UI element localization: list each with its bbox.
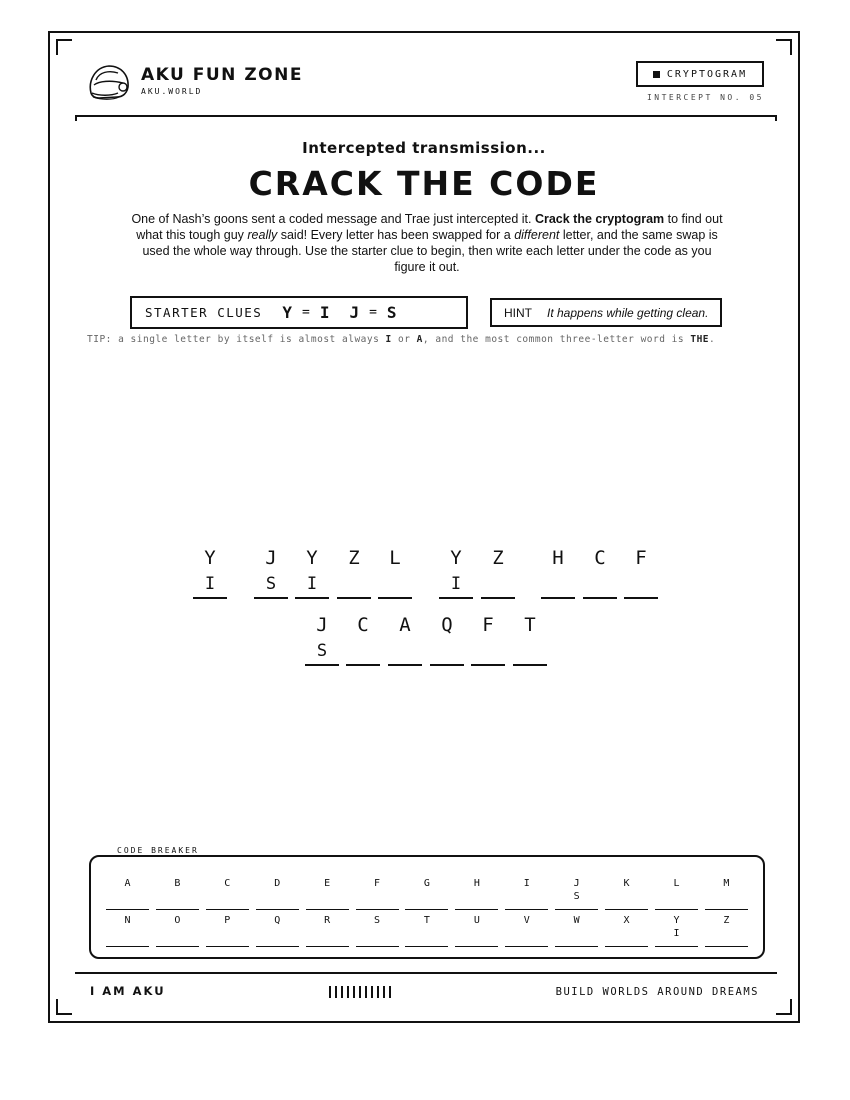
code-breaker-cell[interactable]: [605, 914, 648, 947]
cb-letter: Y: [673, 915, 680, 926]
footer-slogan: BUILD WORLDS AROUND DREAMS: [555, 986, 759, 998]
astronaut-helmet-icon: [87, 63, 131, 101]
encoded-letter: A: [399, 614, 411, 636]
code-breaker-cell[interactable]: [555, 877, 598, 910]
puzzle-cell[interactable]: [388, 612, 422, 666]
cb-letter: M: [723, 878, 730, 889]
puzzle-cell[interactable]: [346, 612, 380, 666]
encoded-letter: F: [635, 547, 647, 569]
puzzle-cell[interactable]: [193, 545, 227, 599]
encoded-letter: C: [357, 614, 369, 636]
cb-mapping[interactable]: [605, 890, 648, 903]
cb-mapping[interactable]: [156, 890, 199, 903]
puzzle-cell[interactable]: [513, 612, 547, 666]
puzzle-cell[interactable]: [337, 545, 371, 599]
barcode-icon: [329, 986, 391, 998]
cb-mapping[interactable]: [705, 927, 748, 940]
square-icon: [653, 71, 660, 78]
code-breaker-label: CODE BREAKER: [113, 846, 215, 855]
answer-slot[interactable]: [513, 638, 547, 666]
puzzle-cell[interactable]: [624, 545, 658, 599]
hint-box: [490, 298, 722, 327]
cb-mapping[interactable]: [256, 927, 299, 940]
brand-name: AKU FUN ZONE: [141, 65, 303, 85]
cb-mapping[interactable]: [605, 927, 648, 940]
cb-letter: W: [573, 915, 580, 926]
encoded-letter: F: [482, 614, 494, 636]
code-breaker-cell[interactable]: [356, 877, 399, 910]
code-breaker-cell[interactable]: [156, 877, 199, 910]
answer-slot[interactable]: [378, 571, 412, 599]
intro-text: said! Every letter has been swapped for a: [277, 228, 515, 242]
cb-mapping[interactable]: [156, 927, 199, 940]
cb-mapping[interactable]: [206, 890, 249, 903]
cb-letter: O: [174, 915, 181, 926]
cb-mapping[interactable]: [206, 927, 249, 940]
clue-equals: =: [369, 305, 377, 320]
answer-slot[interactable]: [583, 571, 617, 599]
puzzle-row: [50, 545, 802, 605]
cb-mapping[interactable]: [455, 927, 498, 940]
cb-letter: D: [274, 878, 281, 889]
tip-part: or: [391, 334, 417, 345]
code-breaker-cell[interactable]: [256, 877, 299, 910]
intro-emphasis: different: [514, 228, 560, 242]
code-breaker-cell[interactable]: [455, 914, 498, 947]
cb-letter: J: [573, 878, 580, 889]
code-breaker-cell[interactable]: [705, 877, 748, 910]
puzzle-cell[interactable]: [254, 545, 288, 599]
puzzle-cell[interactable]: [481, 545, 515, 599]
cb-mapping[interactable]: [356, 927, 399, 940]
code-breaker-cell[interactable]: [206, 914, 249, 947]
cb-letter: P: [224, 915, 231, 926]
cb-mapping[interactable]: I: [673, 928, 680, 939]
code-breaker-cell[interactable]: [256, 914, 299, 947]
encoded-letter: Z: [492, 547, 504, 569]
cb-letter: N: [124, 915, 131, 926]
cb-mapping[interactable]: [555, 927, 598, 940]
encoded-letter: Y: [306, 547, 318, 569]
code-breaker-cell[interactable]: [655, 877, 698, 910]
cb-mapping[interactable]: [505, 927, 548, 940]
cb-mapping[interactable]: [655, 890, 698, 903]
encoded-letter: J: [265, 547, 277, 569]
cb-letter: V: [523, 915, 530, 926]
cb-letter: F: [374, 878, 381, 889]
corner-mark: [56, 39, 72, 55]
answer-slot[interactable]: S: [305, 638, 339, 666]
intercept-number: INTERCEPT NO. 05: [646, 93, 764, 102]
answer-slot[interactable]: [388, 638, 422, 666]
tip-bold: I: [385, 334, 392, 345]
cb-mapping[interactable]: [106, 927, 149, 940]
puzzle-cell[interactable]: [583, 545, 617, 599]
intro-bold: Crack the cryptogram: [534, 212, 665, 226]
cb-mapping[interactable]: [705, 890, 748, 903]
puzzle-cell[interactable]: [541, 545, 575, 599]
cb-mapping[interactable]: [106, 890, 149, 903]
code-breaker-table: [89, 846, 765, 959]
answer-slot[interactable]: [541, 571, 575, 599]
puzzle-cell[interactable]: [378, 545, 412, 599]
puzzle-cell[interactable]: [471, 612, 505, 666]
tip-bold: THE: [690, 334, 710, 345]
starter-clues-label: STARTER CLUES: [145, 305, 263, 320]
starter-clue: [282, 303, 329, 322]
code-breaker-row: [106, 877, 748, 910]
answer-slot[interactable]: [430, 638, 464, 666]
answer-slot[interactable]: [481, 571, 515, 599]
cb-letter: I: [523, 878, 530, 889]
badge-label: CRYPTOGRAM: [666, 68, 748, 80]
answer-slot[interactable]: [471, 638, 505, 666]
cb-letter: X: [623, 915, 630, 926]
cb-letter: H: [473, 878, 480, 889]
code-breaker-cell[interactable]: [306, 877, 349, 910]
cb-mapping[interactable]: [356, 890, 399, 903]
clue-code: Y: [282, 303, 292, 322]
starter-clue: [349, 303, 396, 322]
code-breaker-cell[interactable]: [206, 877, 249, 910]
encoded-letter: Y: [204, 547, 216, 569]
hint-label: HINT: [504, 305, 532, 320]
cb-letter: Q: [274, 915, 281, 926]
header: [75, 61, 777, 117]
corner-mark: [776, 999, 792, 1015]
cb-letter: R: [324, 915, 331, 926]
answer-slot[interactable]: I: [295, 571, 329, 599]
cb-mapping[interactable]: [405, 927, 448, 940]
clue-equals: =: [301, 305, 310, 320]
encoded-letter: T: [524, 614, 536, 636]
page-title: CRACK THE CODE: [248, 164, 600, 203]
code-breaker-cell[interactable]: [156, 914, 199, 947]
cb-letter: A: [124, 878, 131, 889]
code-breaker-cell[interactable]: [605, 877, 648, 910]
brand-url: AKU.WORLD: [141, 87, 203, 96]
footer-tagline: I AM AKU: [90, 984, 166, 998]
cb-letter: S: [374, 915, 381, 926]
corner-mark: [776, 39, 792, 55]
clue-code: J: [349, 303, 360, 322]
code-breaker-cell[interactable]: [555, 914, 598, 947]
code-breaker-row: [106, 914, 748, 947]
starter-clues-box: [130, 296, 468, 329]
encoded-letter: H: [552, 547, 564, 569]
cb-mapping[interactable]: [455, 890, 498, 903]
intro-text: letter, and the same swap is used the whole way through. Use the starter clue to begin, then write each letter under the code as you figure it out.: [142, 228, 718, 274]
code-breaker-cell[interactable]: [405, 914, 448, 947]
cryptogram-badge: [636, 61, 764, 87]
encoded-letter: Y: [450, 547, 462, 569]
puzzle-cell[interactable]: [430, 612, 464, 666]
cb-mapping[interactable]: [306, 890, 349, 903]
cb-letter: C: [224, 878, 231, 889]
tip-part: .: [709, 334, 716, 345]
cb-letter: K: [623, 878, 630, 889]
answer-slot[interactable]: I: [439, 571, 473, 599]
corner-mark: [56, 999, 72, 1015]
cb-letter: L: [673, 878, 680, 889]
cb-letter: G: [423, 878, 430, 889]
code-breaker-cell[interactable]: [106, 914, 149, 947]
cb-letter: Z: [723, 915, 730, 926]
answer-slot[interactable]: S: [254, 571, 288, 599]
code-breaker-cell[interactable]: [405, 877, 448, 910]
puzzle-cell[interactable]: [439, 545, 473, 599]
footer-divider: [75, 972, 777, 974]
cb-letter: E: [324, 878, 331, 889]
cb-letter: B: [174, 878, 181, 889]
cb-mapping[interactable]: [405, 890, 448, 903]
tip-part: TIP: a single letter by itself is almost always: [87, 334, 386, 345]
tip-part: , and the most common three-letter word is: [422, 334, 691, 345]
code-breaker-cell[interactable]: [505, 877, 548, 910]
hint-text: It happens while getting clean.: [547, 305, 709, 320]
intro-text: One of Nash’s goons sent a coded message and Trae just intercepted it.: [131, 212, 535, 226]
puzzle-row: [50, 612, 802, 672]
clue-plain: S: [386, 303, 397, 322]
answer-slot[interactable]: I: [193, 571, 227, 599]
answer-slot[interactable]: [337, 571, 371, 599]
clue-plain: I: [319, 303, 330, 322]
cb-mapping[interactable]: [306, 927, 349, 940]
code-breaker-cell[interactable]: [655, 914, 698, 947]
cb-mapping[interactable]: [505, 890, 548, 903]
intro-paragraph: [128, 211, 726, 275]
tip-bold: A: [416, 334, 423, 345]
answer-slot[interactable]: [624, 571, 658, 599]
encoded-letter: J: [316, 614, 328, 636]
code-breaker-cell[interactable]: [455, 877, 498, 910]
puzzle-cell[interactable]: [305, 612, 339, 666]
tip-text: [87, 334, 767, 345]
code-breaker-cell[interactable]: [106, 877, 149, 910]
answer-slot[interactable]: [346, 638, 380, 666]
cb-mapping[interactable]: [256, 890, 299, 903]
page-frame: [48, 31, 800, 1023]
cb-letter: U: [473, 915, 480, 926]
cb-letter: T: [423, 915, 430, 926]
cb-mapping[interactable]: S: [573, 891, 580, 902]
intro-emphasis: really: [247, 228, 278, 242]
code-breaker-cell[interactable]: [356, 914, 399, 947]
kicker: Intercepted transmission...: [302, 139, 546, 157]
encoded-letter: C: [594, 547, 606, 569]
code-breaker-cell[interactable]: [705, 914, 748, 947]
code-breaker-cell[interactable]: [306, 914, 349, 947]
puzzle-cell[interactable]: [295, 545, 329, 599]
code-breaker-cell[interactable]: [505, 914, 548, 947]
encoded-letter: Z: [348, 547, 360, 569]
encoded-letter: Q: [441, 614, 453, 636]
encoded-letter: L: [389, 547, 401, 569]
intro-text: to find out what this tough guy: [136, 212, 723, 242]
